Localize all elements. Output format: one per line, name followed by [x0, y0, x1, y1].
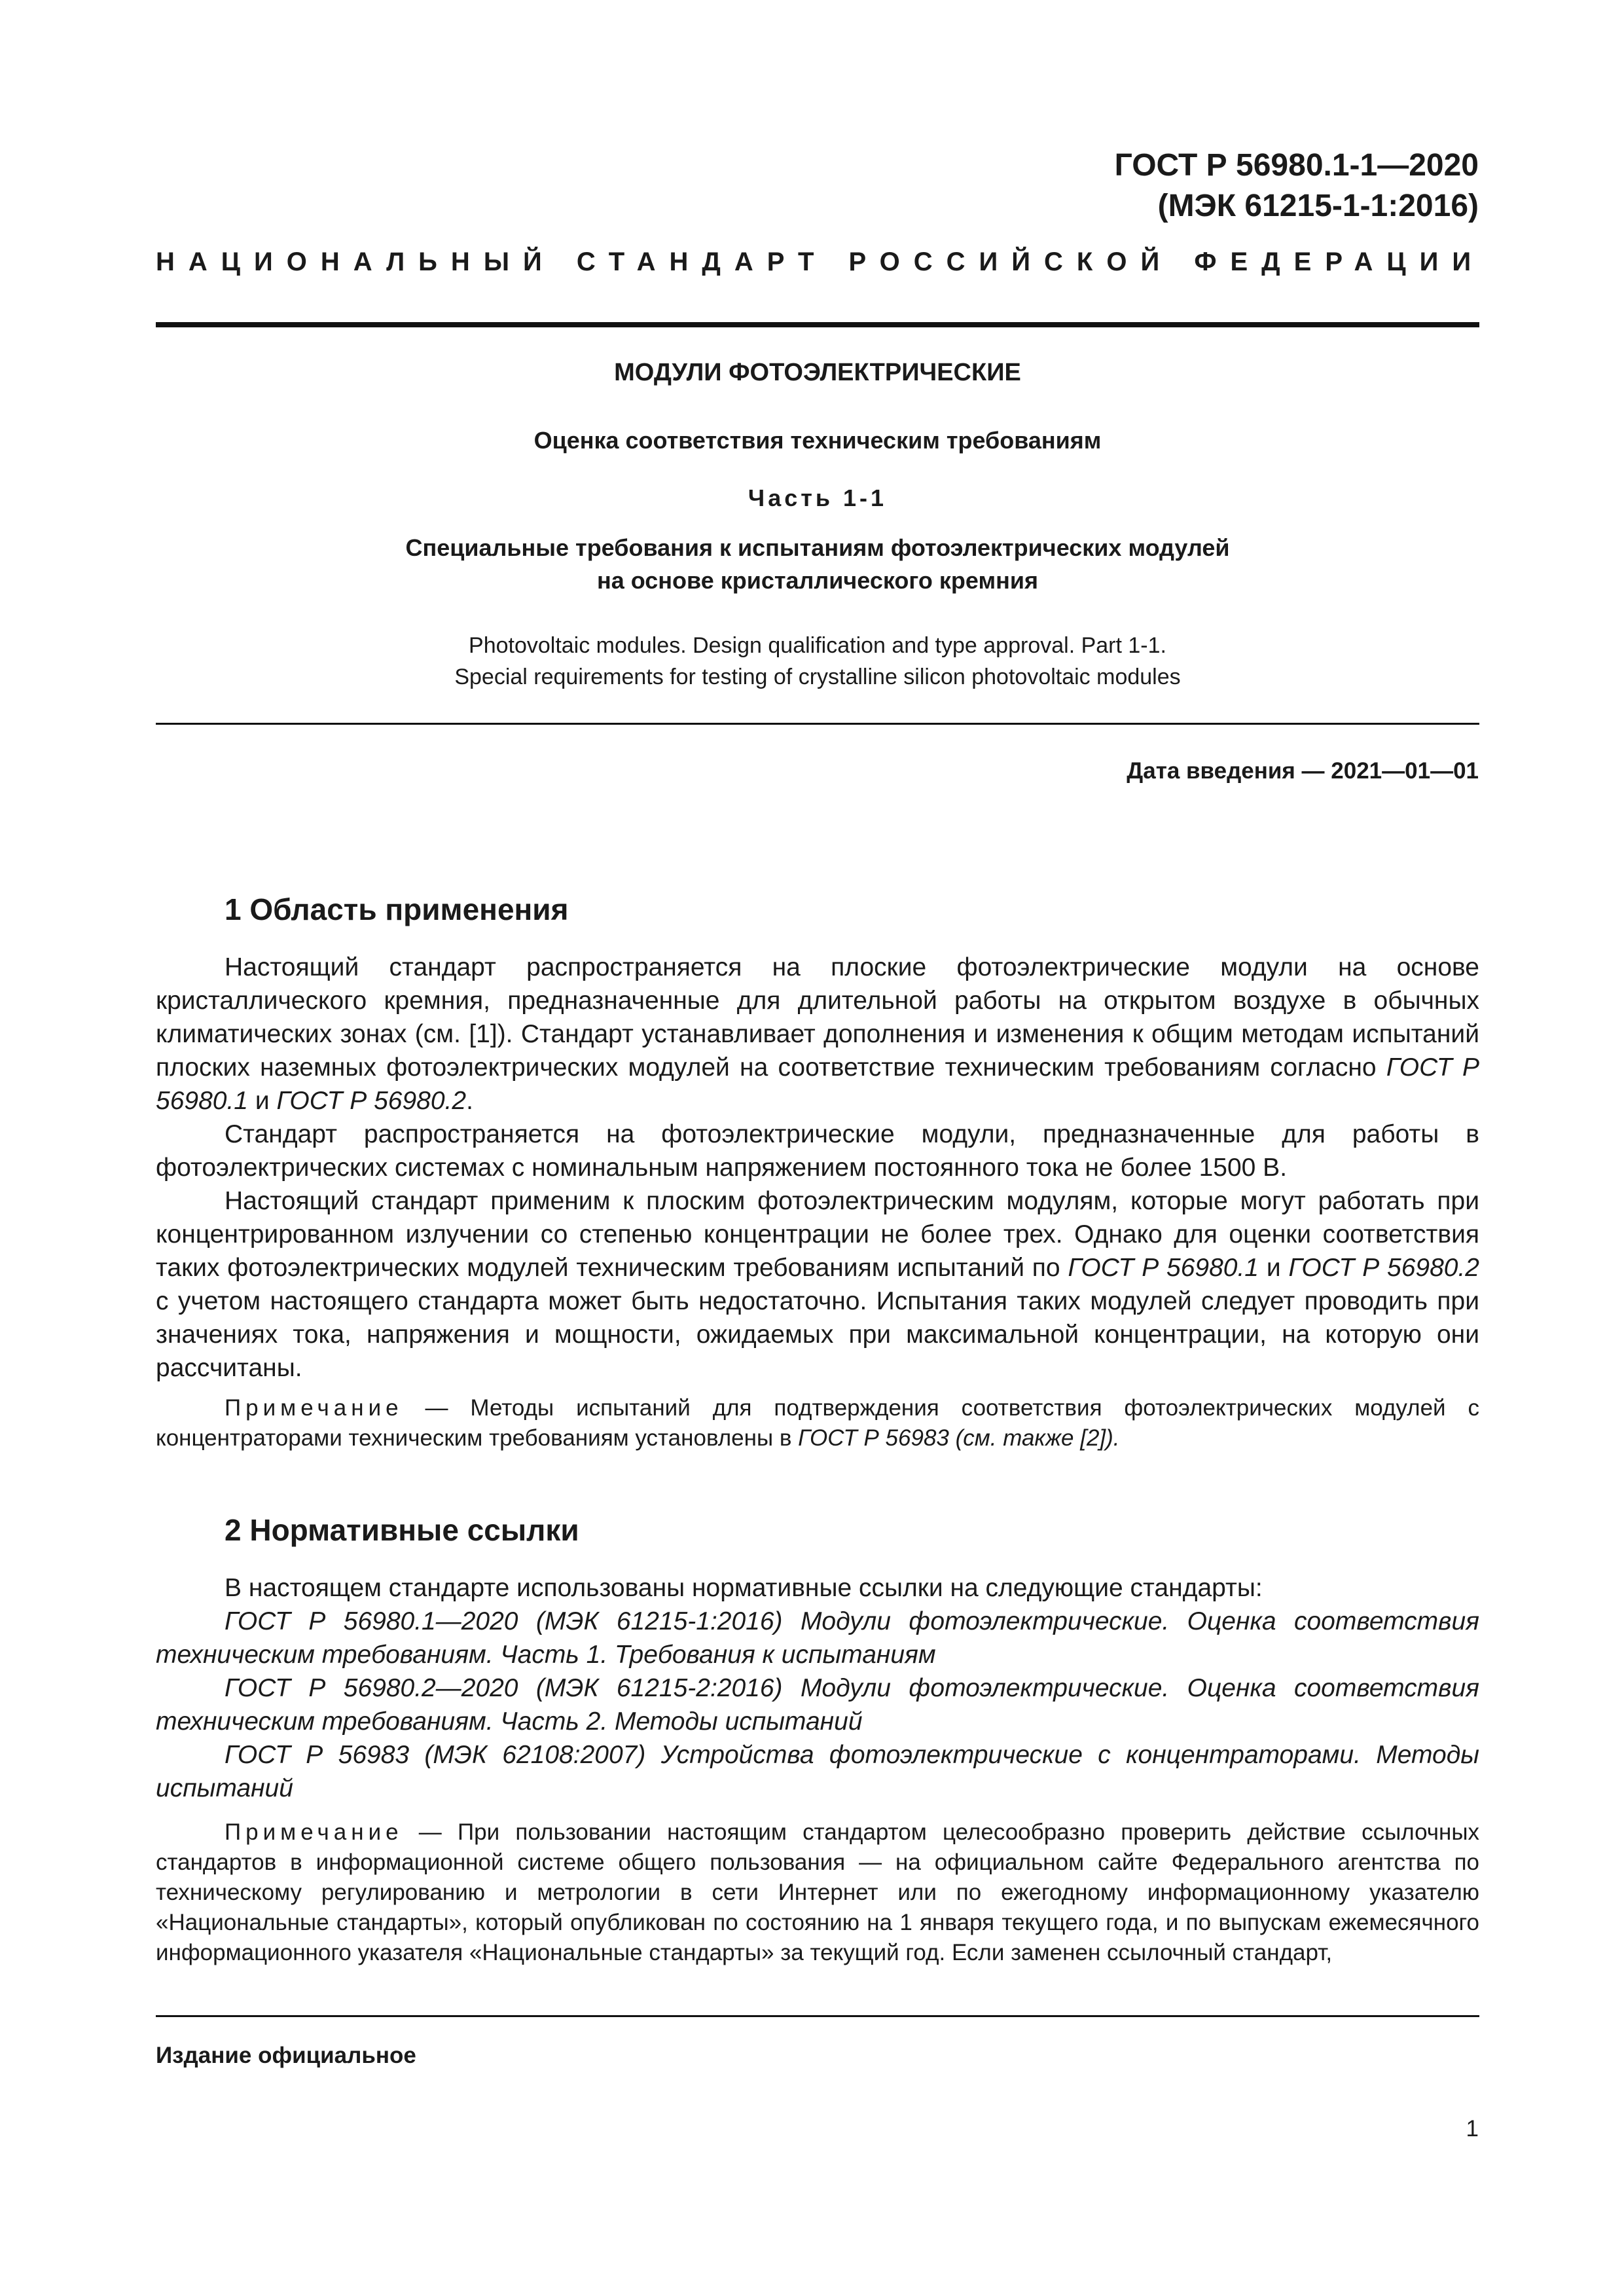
- paragraph: Стандарт распространяется на фотоэлектрические модули, предназначенные для работы в фотоэлектрических системах с номинальным напряжением постоянного тока не более 1500 В.: [156, 1120, 1479, 1182]
- section-1-heading: 1 Область применения: [225, 892, 569, 926]
- english-title-line: Special requirements for testing of crystalline silicon photovoltaic modules: [454, 665, 1181, 689]
- note-label: Примечание: [225, 1819, 403, 1845]
- section-1-body: [156, 951, 1479, 1385]
- section-2-heading: 2 Нормативные ссылки: [225, 1513, 579, 1547]
- document-part: Часть 1-1: [748, 484, 888, 511]
- note-label: Примечание: [225, 1395, 403, 1421]
- reference-link: ГОСТ Р 56983 (см. также [2]).: [798, 1425, 1120, 1451]
- footer-rule: [156, 2015, 1479, 2017]
- normative-reference: ГОСТ Р 56980.2—2020 (МЭК 61215-2:2016) Модули фотоэлектрические. Оценка соответствия техническим требованиям. Часть 2. Методы испытаний: [156, 1674, 1479, 1736]
- official-edition-label: Издание официальное: [156, 2043, 416, 2068]
- national-standard-banner: НАЦИОНАЛЬНЫЙ СТАНДАРТ РОССИЙСКОЙ ФЕДЕРАЦИИ: [156, 247, 1485, 276]
- reference-link: ГОСТ Р 56980.2: [1288, 1254, 1480, 1282]
- gost-number: ГОСТ Р 56980.1-1—2020: [1114, 148, 1479, 183]
- section-1-note: Примечание — Методы испытаний для подтверждения соответствия фотоэлектрических модулей с концентраторами техническим требованиям установлены в ГОСТ Р 56983 (см. также [2]).: [156, 1395, 1479, 1451]
- section-2-note: Примечание — При пользовании настоящим стандартом целесообразно проверить действие ссылочных стандартов в информационной системе общего пользования — на официальном сайте Федерального агентства по техническому регулированию и метрологии в сети Интернет или по ежегодному информационному указателю «Национальные стандарты», который опубликован по состоянию на 1 января текущего года, и по выпускам ежемесячного информационного указателя «Национальные стандарты» за текущий год. Если заменен ссылочный стандарт,: [156, 1819, 1479, 1965]
- title-rule: [156, 723, 1479, 725]
- paragraph: Настоящий стандарт применим к плоским фотоэлектрическим модулям, которые могут работать при концентрированном излучении со степенью концентрации не более трех. Однако для оценки соответствия таких фотоэлектрических модулей техническим требованиям испытаний по ГОСТ Р 56980.1 и ГОСТ Р 56980.2 с учетом настоящего стандарта может быть недостаточно. Испытания таких модулей следует проводить при значениях тока, напряжения и мощности, ожидаемых при максимальной концентрации, на которую они рассчитаны.: [156, 1187, 1480, 1382]
- introduction-date: Дата введения — 2021—01—01: [1127, 758, 1479, 784]
- document-title: МОДУЛИ ФОТОЭЛЕКТРИЧЕСКИЕ: [614, 359, 1021, 386]
- reference-link: ГОСТ Р 56980.1: [156, 1053, 1479, 1115]
- document-special-title: [156, 532, 1479, 597]
- reference-link: ГОСТ Р 56980.1: [1068, 1254, 1259, 1282]
- page-number: 1: [1466, 2116, 1479, 2141]
- special-title-line: на основе кристаллического кремния: [597, 567, 1038, 594]
- english-title: [156, 630, 1479, 693]
- gost-identifier: [1115, 145, 1479, 227]
- normative-reference: ГОСТ Р 56983 (МЭК 62108:2007) Устройства фотоэлектрические с концентраторами. Методы испытаний: [156, 1741, 1479, 1802]
- iec-number: (МЭК 61215-1-1:2016): [1157, 189, 1479, 223]
- paragraph: Настоящий стандарт распространяется на плоские фотоэлектрические модули на основе кристаллического кремния, предназначенные для длительной работы на открытом воздухе в обычных климатических зонах (см. [1]). Стандарт устанавливает дополнения и изменения к общим методам испытаний плоских наземных фотоэлектрических модулей на соответствие техническим требованиям согласно ГОСТ Р 56980.1 и ГОСТ Р 56980.2.: [156, 953, 1479, 1115]
- normative-reference: ГОСТ Р 56980.1—2020 (МЭК 61215-1:2016) Модули фотоэлектрические. Оценка соответствия техническим требованиям. Часть 1. Требования к испытаниям: [156, 1607, 1479, 1669]
- special-title-line: Специальные требования к испытаниям фотоэлектрических модулей: [405, 534, 1230, 561]
- header-rule: [156, 322, 1479, 327]
- section-2-body: [156, 1571, 1479, 1805]
- reference-link: ГОСТ Р 56980.2: [276, 1087, 467, 1115]
- paragraph: В настоящем стандарте использованы нормативные ссылки на следующие стандарты:: [225, 1574, 1263, 1602]
- english-title-line: Photovoltaic modules. Design qualification and type approval. Part 1-1.: [469, 633, 1166, 658]
- document-subtitle: Оценка соответствия техническим требованиям: [533, 427, 1102, 454]
